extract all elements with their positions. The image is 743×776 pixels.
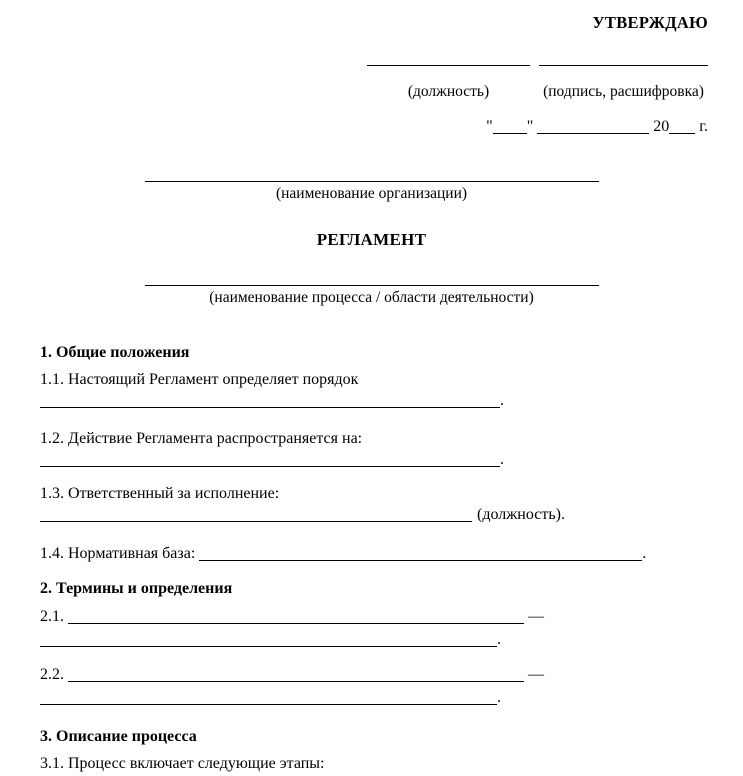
item-3-1-text: 3.1. Процесс включает следующие этапы: [40, 755, 325, 772]
item-2-2-term-blank-line [68, 664, 524, 682]
item-2-1-blank-row [40, 629, 705, 649]
item-2-1-label: 2.1. [40, 608, 64, 625]
organization-name-blank-line [145, 181, 599, 182]
approval-title: УТВЕРЖДАЮ [592, 13, 708, 32]
date-day-blank [493, 116, 527, 134]
position-caption: (должность) [407, 83, 490, 100]
item-1-2-blank-row [40, 449, 705, 469]
item-2-1-period: . [497, 631, 501, 648]
item-1-2-text: 1.2. Действие Регламента распространяется на: [40, 430, 363, 447]
item-1-3-blank-row [40, 504, 705, 524]
date-month-blank [537, 116, 649, 134]
item-1-1-period: . [500, 392, 504, 409]
item-2-2-definition-blank-line [40, 687, 497, 705]
item-1-3-suffix: (должность). [477, 506, 565, 523]
organization-caption: (наименование организации) [275, 185, 468, 202]
item-2-2-period: . [497, 689, 501, 706]
process-name-blank-line [145, 285, 599, 286]
close-quote: " [526, 118, 534, 135]
approval-block [367, 0, 708, 136]
section-2-heading: 2. Термины и определения [40, 580, 233, 597]
date-year-blank [669, 116, 695, 134]
item-2-1-row [40, 606, 705, 626]
item-2-2-label: 2.2. [40, 666, 64, 683]
item-2-1-dash: — [528, 608, 544, 625]
signature-lines-row [367, 65, 708, 66]
item-1-3-text: 1.3. Ответственный за исполнение: [40, 485, 280, 502]
item-1-2-blank-line [40, 449, 500, 467]
approval-date-line [367, 116, 708, 136]
signature-caption: (подпись, расшифровка) [543, 83, 704, 100]
item-2-1-term-blank-line [68, 606, 524, 624]
section-1-heading: 1. Общие положения [40, 344, 190, 361]
position-blank-line [367, 65, 530, 66]
item-2-2-blank-row [40, 687, 705, 707]
item-2-2-row [40, 664, 705, 684]
item-1-3-blank-line [40, 504, 472, 522]
process-caption: (наименование процесса / области деятельности) [209, 289, 534, 306]
item-1-4-period: . [642, 545, 647, 562]
year-suffix: г. [699, 118, 708, 135]
item-1-1-text: 1.1. Настоящий Регламент определяет порядок [40, 371, 359, 388]
open-quote: " [486, 118, 493, 135]
item-1-4-label: 1.4. Нормативная база: [40, 545, 196, 562]
item-1-1-blank-row [40, 390, 705, 410]
signature-captions-row [367, 82, 708, 101]
signature-blank-line [539, 65, 708, 66]
section-3-heading: 3. Описание процесса [40, 728, 197, 745]
document-body [40, 343, 705, 773]
item-2-2-dash: — [528, 666, 544, 683]
document-title: РЕГЛАМЕНТ [316, 230, 427, 249]
year-prefix: 20 [653, 118, 670, 135]
item-1-1-blank-line [40, 390, 500, 408]
item-1-4-blank-line [199, 543, 642, 561]
item-2-1-definition-blank-line [40, 629, 497, 647]
item-1-2-period: . [500, 451, 504, 468]
item-1-4-row [40, 543, 705, 563]
